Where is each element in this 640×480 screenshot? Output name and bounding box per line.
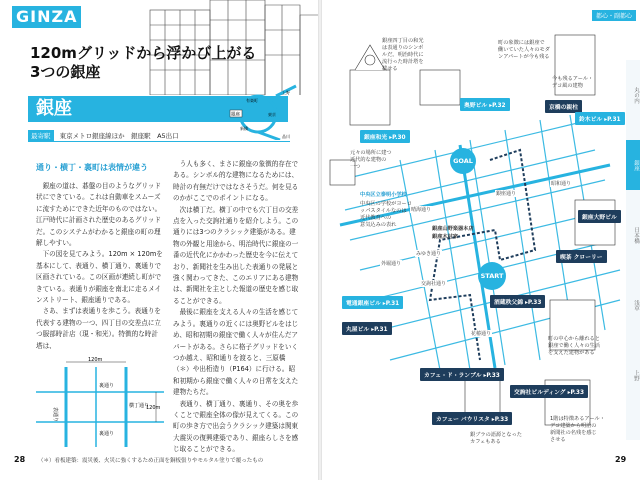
street-showa: 昭和通り [551, 181, 572, 187]
page-number-right: 29 [615, 455, 627, 464]
body-column-2 [173, 159, 301, 456]
footnote: （＊）看板建築：震災後、火災に強くするため正面を銅板張りやモルタル塗りで覆ったもの [38, 458, 264, 464]
label-kojunsha-dori: 交詢社通り [421, 281, 447, 287]
page-title [30, 44, 256, 82]
thumb-tab[interactable]: 日本橋 [633, 226, 639, 244]
note-apartment: 町の象徴には銀座で 働いていた人々のモダ ンアパートが今も残る [498, 40, 550, 60]
route-line-map [210, 80, 300, 140]
line-map-yurakucho: 有楽町 [246, 98, 258, 103]
grid-diagram [36, 357, 164, 447]
fig-label: 120m [146, 405, 161, 411]
paragraph: さあ、まずは表通りを歩こう。表通りを代表する建物の一つ、四丁目の交差点に立つ服部時計店（現・和光）。特徴的な時計塔は、 [36, 307, 162, 350]
thumb-tab[interactable]: 浅草 [633, 299, 639, 311]
tag-paulista: カフェー パウリスタ ▸P.33 [432, 412, 512, 425]
section-heading: 通り・横丁・裏町は表情が違う [36, 163, 148, 172]
tag-lambre: カフェ・ド・ランブル ▸P.33 [420, 368, 504, 381]
line-map-ginza: 銀座 [231, 112, 240, 118]
tag-maruya: 丸屋ビル ▸P.31 [342, 322, 392, 335]
tag-wako: 銀座和光 ▸P.30 [360, 130, 410, 143]
right-page [320, 0, 640, 480]
note-outskirts: 町の中心から離れると 銀座で働く人々の生活 を支えた建物がある [548, 336, 600, 356]
note-artdeco: 今も残るアール・ デコ風の建物 [552, 76, 594, 89]
tag-dentsu: 電通銀座ビル ▸P.31 [342, 296, 403, 309]
tag-kyobashi: 京橋の親柱 [545, 100, 582, 113]
fig-label: 表通り [52, 407, 58, 423]
divider [28, 141, 290, 142]
paragraph: う人も多く、まさに銀座の象徴的存在である。シンボル的な建物になるためには、時計の有無だけではなさそうだ。何を見るのかがここでのポイントになる。 [173, 160, 299, 203]
note-cafe: 銀ブラの語源となった カフェもある [470, 432, 522, 445]
paragraph: 表通り、横丁通り、裏通り、その奥を歩くことで銀座全体の像が見えてくる。この町の歩き方で出会うクラシック建築は関東大震災の復興建築であり、銀座らしさを感じ取ることができる。 [173, 399, 299, 454]
street-hanatsubaki: 花椿通り [471, 331, 492, 337]
fig-label: 裏通り [99, 383, 115, 389]
fig-label: 120m [88, 357, 103, 363]
street-harumi: 晴海通り [411, 207, 432, 213]
thumb-tab[interactable]: 上野 [633, 369, 639, 381]
paragraph: 最後に銀座を支える人々の生活を感じてみよう。裏通りの近くには奥野ビルをはじめ、昭和初期の銀座で働く人々が住んだアパートがある。さらに格子グリッドをいくつか越え、昭和通りを渡ると、三原橋（＊）や出桁造り（P164）に行ける。昭和初期から銀座で働く人々の日常を支えた建物たちだ。 [173, 308, 299, 397]
tag-chichibu: 酒蔵秩父錦 ▸P.33 [490, 295, 545, 308]
thumb-tab-active[interactable]: 銀座 [626, 140, 640, 190]
access-info [28, 130, 179, 141]
tag-kojunsha-bldg: 交詢社ビルディング ▸P.33 [510, 385, 588, 398]
note-modern: 元々の場所に建つ 近代的な建物の 一つ [350, 150, 392, 170]
paragraph: 下の図を見てみよう。120m × 120mを基本にして、表通り、横丁通り、裏通りで区画されている。この区画が連続し町ができている。表通りが銀座を南北に走るメインストリート、銀座通りである。 [36, 250, 163, 305]
label-taimei: 中央区立泰明小学校 [360, 192, 407, 198]
page-number-left: 28 [14, 455, 26, 464]
paragraph: 銀座の道は、碁盤の目のようなグリッド状にできている。これは自動車をスムーズに流すためにできた近年のものではない。江戸時代に計画された歴史のあるグリッドだ。このシステムがわかると銀座の町の理解しやすい。 [36, 182, 162, 248]
title-line-1: 120mグリッドから浮かび上がる [30, 44, 257, 62]
access-text: 東京メトロ銀座線ほか 銀座駅 A5出口 [59, 132, 179, 140]
line-map-tokyo: 東京 [268, 112, 276, 117]
body-column-1 [36, 181, 164, 352]
paragraph: 次は横丁だ。横丁の中でも穴丁目の交差点を入った交詢社通りを紹介しよう。この通りには3つのクラシック建築がある。建物の外観と用途から、明治時代に銀座の一番の近代化にかかわった歴史を今に伝えており、新聞社を生み出した表通りの発展と強く関わってきた、このエリアにある建物は、新聞社を主とした報道の歴史を感じ取ることができる。 [173, 205, 299, 305]
line-map-ueno: 上野 [282, 90, 290, 95]
tag-suzuki: 鈴木ビル ▸P.31 [575, 112, 625, 125]
category-label: 都心・副都心 [592, 10, 636, 21]
fig-label: 横丁通り [129, 403, 150, 409]
street-sotobori: 外堀通り [381, 261, 402, 267]
line-map-shinbashi: 新橋 [240, 126, 248, 131]
note-newspaper: 1階は特徴あるアール・ デコ建築から明治の 新聞社の名残を感じ させる [550, 416, 605, 443]
series-logo: GINZA [12, 6, 81, 28]
start-pin: START [478, 262, 506, 290]
fig-label: 裏通り [99, 431, 115, 437]
title-line-2: 3つの銀座 [30, 63, 101, 81]
label-yamano: 銀座山野楽器本店 [432, 226, 474, 232]
access-badge: 最寄駅 [28, 130, 54, 141]
thumb-tab[interactable]: 丸の内 [633, 86, 639, 104]
note-school: 中央区の学校がヨーロ ッパスタイルなのは 近代教育への 意気込みの表れ [360, 201, 412, 228]
tag-gindai: 銀座大野ビル [578, 210, 621, 223]
street-ginza: 銀座通り [496, 191, 517, 197]
walking-map [320, 0, 640, 480]
street-miyuki: みゆき通り [416, 251, 442, 257]
tag-crawley: 喫茶 クローリー [556, 250, 607, 263]
area-name: 銀座 [36, 98, 72, 119]
line-map-shinagawa: 品川 [282, 134, 290, 139]
note-wako: 銀座四丁目の和光 は表通りのシンボ ルだ。明治時代に 流行った時計塔を 載せる [382, 38, 424, 72]
goal-pin: GOAL [450, 148, 476, 174]
label-kimuraya: 銀座木村家 [432, 234, 458, 240]
tag-okuno: 奥野ビル ▸P.32 [460, 98, 510, 111]
